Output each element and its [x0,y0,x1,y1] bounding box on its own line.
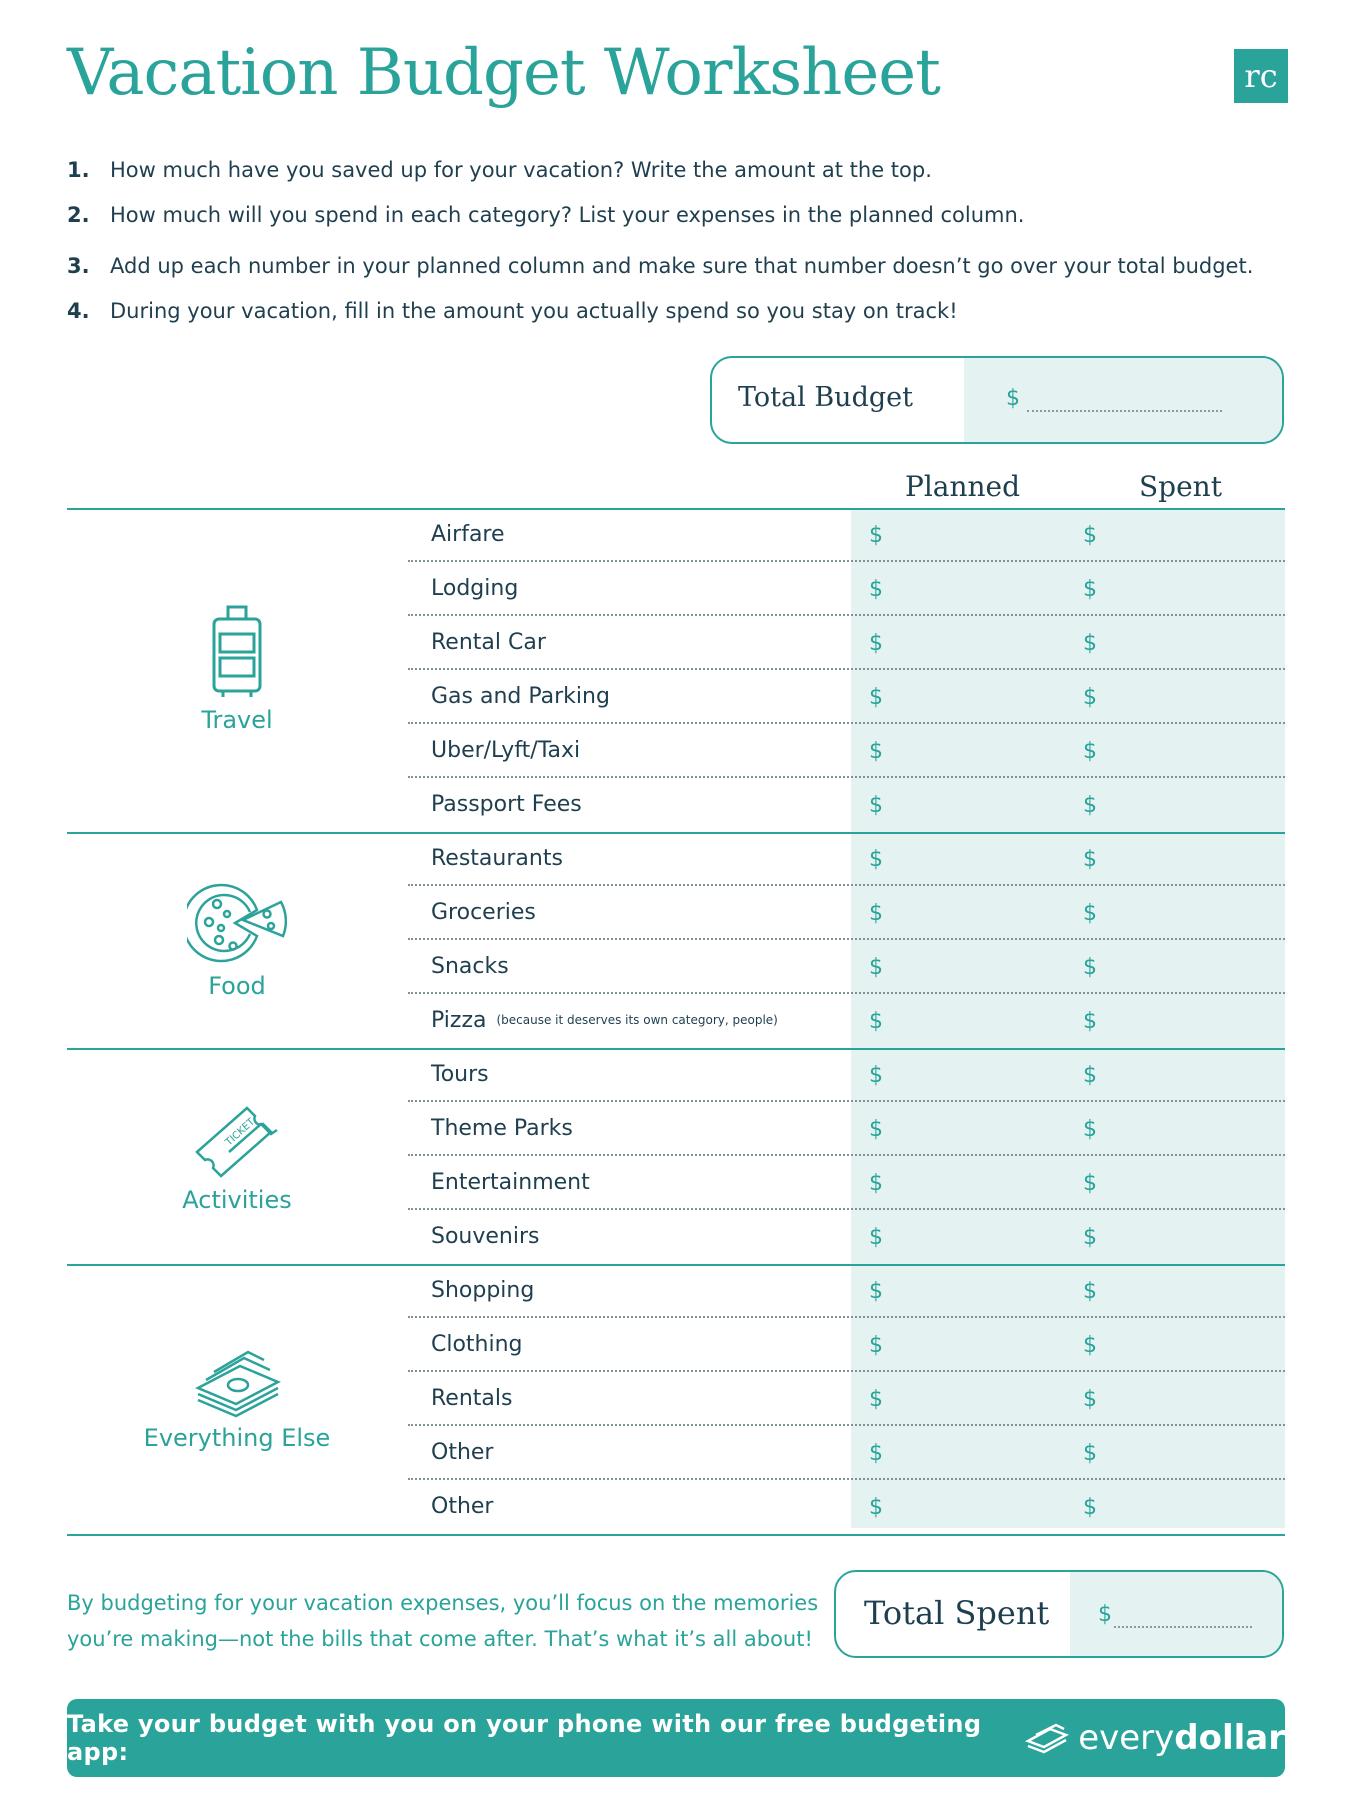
expense-label: Snacks [431,954,509,979]
spent-amount-field[interactable]: $ [1083,901,1097,926]
total-spent-box [834,1570,1284,1658]
expense-label: Airfare [431,522,505,547]
expense-label-group [431,1008,778,1033]
spent-amount-field[interactable]: $ [1083,1333,1097,1358]
expense-label: Restaurants [431,846,563,871]
expense-row [67,1480,1285,1534]
instruction-number: 3. [67,254,90,278]
planned-amount-field[interactable]: $ [869,577,883,602]
footnote-text: By budgeting for your vacation expenses, you’ll focus on the memories you’re making—not the bills that come after. That’s what it’s all about! [67,1591,819,1651]
planned-amount-field[interactable]: $ [869,523,883,548]
spent-amount-field[interactable]: $ [1083,631,1097,656]
expense-row [67,832,1285,886]
planned-amount-field[interactable]: $ [869,1387,883,1412]
spent-amount-field[interactable]: $ [1083,739,1097,764]
spent-amount-field[interactable]: $ [1083,685,1097,710]
total-budget-label: Total Budget [738,382,913,413]
planned-amount-field[interactable]: $ [869,1171,883,1196]
instruction-number: 2. [67,203,90,227]
svg-text:TICKET: TICKET [223,1116,258,1149]
expense-label: Shopping [431,1278,535,1303]
spent-amount-field[interactable]: $ [1083,1279,1097,1304]
spent-amount-field[interactable]: $ [1083,955,1097,980]
category-name: Activities [182,1186,292,1214]
expense-row [67,616,1285,670]
spent-amount-field[interactable]: $ [1083,1441,1097,1466]
planned-amount-field[interactable]: $ [869,955,883,980]
everydollar-logo-icon [1024,1721,1070,1755]
instruction-number: 1. [67,158,90,182]
app-promo-banner[interactable] [67,1699,1285,1777]
expense-row [67,1156,1285,1210]
spent-amount-field[interactable]: $ [1083,577,1097,602]
planned-amount-field[interactable]: $ [869,901,883,926]
expense-row [67,1102,1285,1156]
planned-amount-field[interactable]: $ [869,1495,883,1520]
expense-label: Souvenirs [431,1224,540,1249]
budget-table [67,508,1285,1528]
category-name: Food [208,972,266,1000]
spent-amount-field[interactable]: $ [1083,793,1097,818]
expense-row [67,562,1285,616]
expense-label: Clothing [431,1332,523,1357]
expense-row [67,1426,1285,1480]
spent-amount-field[interactable]: $ [1083,1495,1097,1520]
banner-text: Take your budget with you on your phone with our free budgeting app: [67,1710,982,1766]
spent-amount-field[interactable]: $ [1083,1225,1097,1250]
planned-amount-field[interactable]: $ [869,1225,883,1250]
spent-column-header: Spent [1139,470,1222,503]
spent-amount-field[interactable]: $ [1083,1009,1097,1034]
total-budget-input-line[interactable] [1027,410,1222,412]
planned-amount-field[interactable]: $ [869,793,883,818]
spent-amount-field[interactable]: $ [1083,1387,1097,1412]
everydollar-brand[interactable] [1024,1718,1285,1758]
planned-column-header: Planned [905,470,1021,503]
expense-row [67,1210,1285,1264]
planned-amount-field[interactable]: $ [869,1441,883,1466]
expense-label: Uber/Lyft/Taxi [431,738,581,763]
expense-row [67,1048,1285,1102]
expense-label: Entertainment [431,1170,590,1195]
total-budget-currency: $ [1006,386,1020,411]
planned-amount-field[interactable]: $ [869,1117,883,1142]
spent-amount-field[interactable]: $ [1083,1171,1097,1196]
brand-every: every [1078,1718,1175,1758]
expense-row [67,670,1285,724]
expense-row [67,940,1285,994]
total-spent-currency: $ [1098,1602,1112,1627]
expense-label: Rental Car [431,630,546,655]
planned-amount-field[interactable]: $ [869,1333,883,1358]
expense-row [67,1264,1285,1318]
planned-amount-field[interactable]: $ [869,1009,883,1034]
page-title: Vacation Budget Worksheet [67,36,940,110]
total-budget-box [710,356,1284,444]
section-divider [67,1534,1285,1536]
instruction-text: How much have you saved up for your vacation? Write the amount at the top. [110,158,932,182]
expense-row [67,886,1285,940]
pizza-note: (because it deserves its own category, people) [496,1013,778,1027]
planned-amount-field[interactable]: $ [869,1063,883,1088]
expense-label: Lodging [431,576,519,601]
expense-label: Passport Fees [431,792,582,817]
instruction-text: Add up each number in your planned column and make sure that number doesn’t go over your total budget. [110,254,1254,278]
spent-amount-field[interactable]: $ [1083,1117,1097,1142]
expense-label: Other [431,1494,494,1519]
expense-row [67,1372,1285,1426]
instruction-number: 4. [67,299,90,323]
expense-row [67,1318,1285,1372]
brand-dollar: dollar [1174,1718,1285,1758]
expense-label: Pizza [431,1008,487,1033]
expense-row [67,994,1285,1048]
category-name: Everything Else [143,1424,331,1452]
expense-label: Rentals [431,1386,513,1411]
expense-label: Groceries [431,900,536,925]
category-name: Travel [201,706,273,734]
expense-label: Gas and Parking [431,684,610,709]
expense-label: Other [431,1440,494,1465]
planned-amount-field[interactable]: $ [869,631,883,656]
rc-logo: rc [1234,49,1288,103]
total-spent-input-line[interactable] [1114,1626,1252,1628]
expense-label: Theme Parks [431,1116,573,1141]
instruction-text: How much will you spend in each category? List your expenses in the planned column. [110,203,1025,227]
expense-row [67,778,1285,832]
planned-amount-field[interactable]: $ [869,685,883,710]
expense-row [67,724,1285,778]
planned-amount-field[interactable]: $ [869,1279,883,1304]
spent-amount-field[interactable]: $ [1083,1063,1097,1088]
planned-amount-field[interactable]: $ [869,847,883,872]
spent-amount-field[interactable]: $ [1083,847,1097,872]
expense-row [67,508,1285,562]
spent-amount-field[interactable]: $ [1083,523,1097,548]
total-spent-label: Total Spent [864,1594,1050,1632]
instruction-text: During your vacation, fill in the amount you actually spend so you stay on track! [110,299,958,323]
expense-label: Tours [431,1062,489,1087]
planned-amount-field[interactable]: $ [869,739,883,764]
